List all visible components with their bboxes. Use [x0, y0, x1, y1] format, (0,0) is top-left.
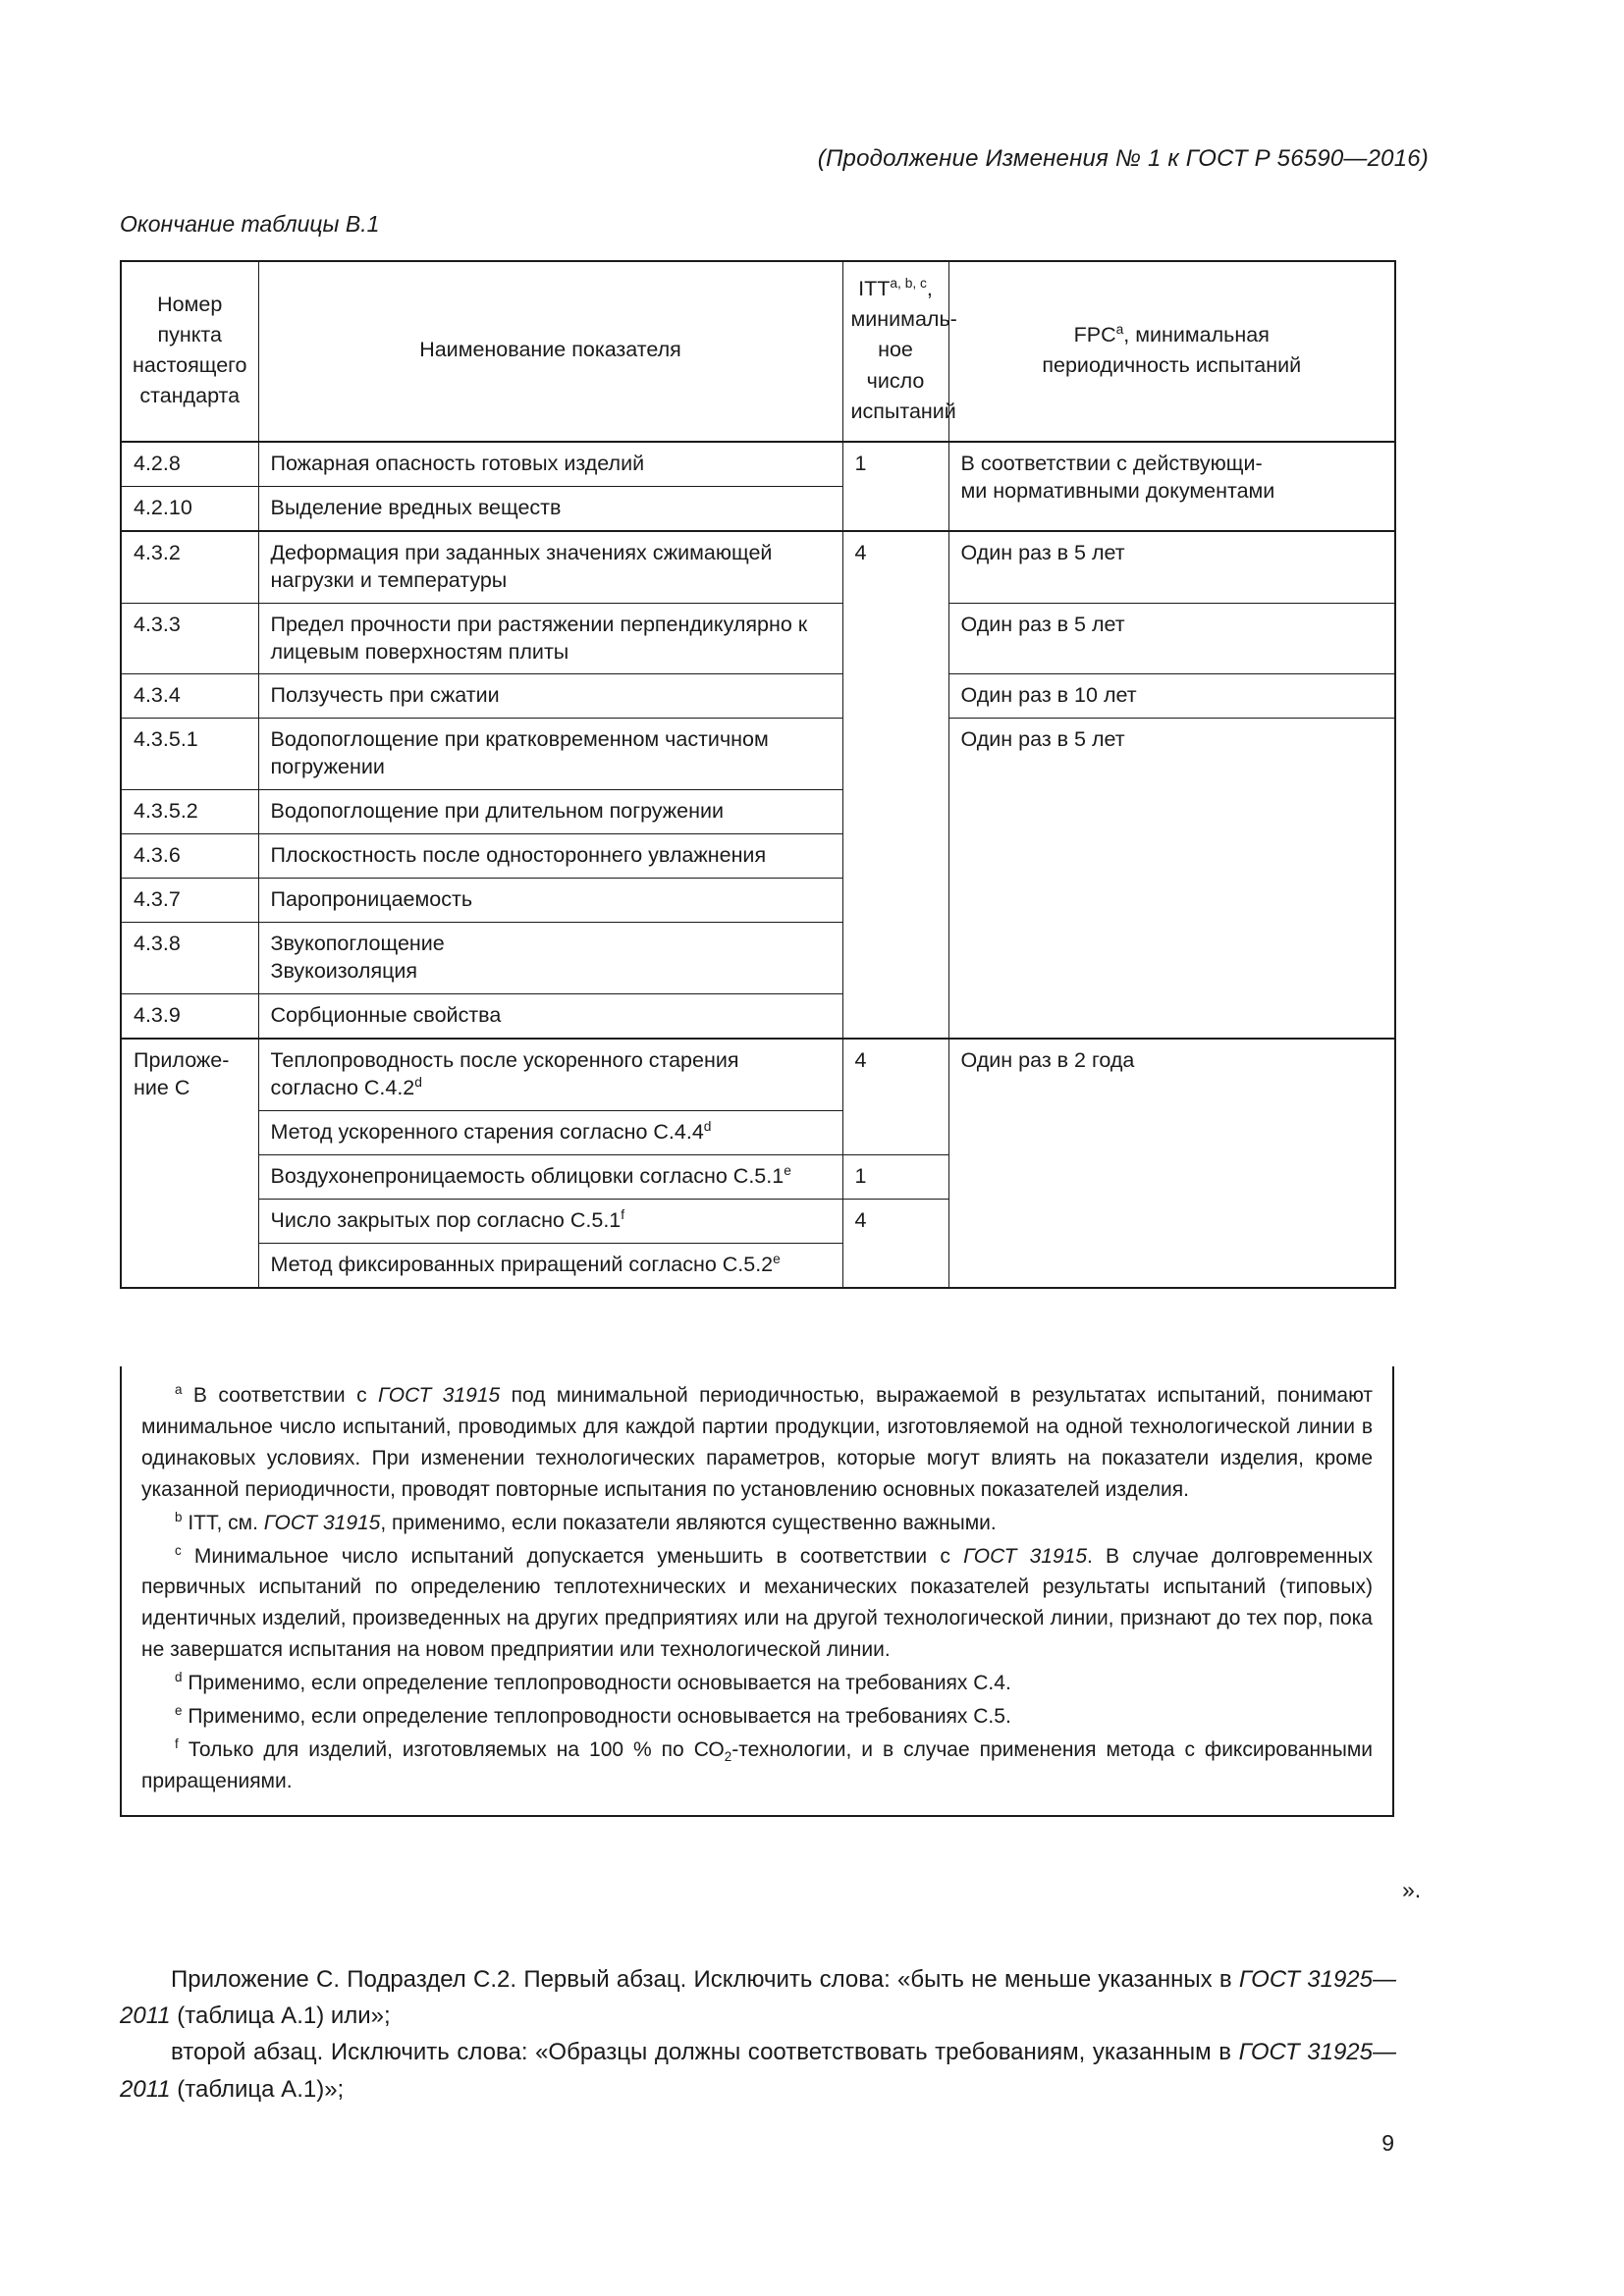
- cell-fpc-value: Один раз в 5 лет: [948, 719, 1395, 1039]
- indicator-text: Метод фиксированных приращений согласно С.5.2: [270, 1252, 774, 1276]
- cell-clause-number: 4.3.7: [121, 879, 258, 923]
- text-run: второй абзац. Исключить слова: «Образцы должны соответствовать требованиям, указанным в: [171, 2039, 1239, 2066]
- header-cell-indicator-name: Наименование показателя: [258, 261, 842, 442]
- cell-clause-number: 4.3.4: [121, 674, 258, 719]
- table-row: [121, 674, 1395, 719]
- page-number: 9: [1381, 2130, 1394, 2156]
- table-b1: [120, 260, 1396, 1289]
- header-fpc-superscript: a: [1115, 321, 1124, 337]
- fpc-line-1: В соответствии с действующи-: [960, 451, 1263, 475]
- cell-fpc-value: Один раз в 2 года: [948, 1039, 1395, 1288]
- cell-indicator-name: [258, 1039, 842, 1110]
- subscript-text: 2: [724, 1749, 732, 1765]
- cell-clause-number: 4.3.6: [121, 834, 258, 879]
- cell-indicator-name: [258, 923, 842, 994]
- indicator-footnote-ref: d: [414, 1074, 422, 1090]
- indicator-footnote-ref: d: [703, 1118, 712, 1134]
- header-itt-line3: ное число: [866, 338, 925, 393]
- cell-itt-value: 4: [842, 531, 948, 1039]
- text-run: (таблица А.1)»;: [170, 2075, 345, 2103]
- cell-clause-number: 4.3.9: [121, 993, 258, 1038]
- cell-indicator-name: Деформация при заданных значениях сжимающей нагрузки и температуры: [258, 531, 842, 603]
- trailing-paragraphs: [120, 1961, 1396, 2108]
- cell-indicator-name: Выделение вредных веществ: [258, 486, 842, 530]
- text-run: (таблица А.1) или»;: [170, 2002, 391, 2030]
- cell-clause-number: 4.3.2: [121, 531, 258, 603]
- cell-fpc-value: Один раз в 10 лет: [948, 674, 1395, 719]
- footnote-e: [141, 1701, 1373, 1733]
- cell-clause-number: 4.3.3: [121, 603, 258, 674]
- cell-indicator-name: Водопоглощение при кратковременном частичном погружении: [258, 719, 842, 790]
- text-run: под минимальной периодичностью, выражаемой в результатах испытаний, понимают минимальное число испытаний, проводимых для каждой партии продукции, изготовляемой на одной технологической линии в одинаковых условиях. При изменении технологических параметров, которые могут влиять на показатели изделия, кроме указанной периодичности, проводят повторные испытания по установлению основных показателей изделия.: [141, 1384, 1374, 1501]
- cell-fpc-value: Один раз в 5 лет: [948, 531, 1395, 603]
- table-header: [121, 261, 1395, 442]
- cell-clause-number: 4.2.10: [121, 486, 258, 530]
- cell-itt-value: 4: [842, 1199, 948, 1287]
- cell-indicator-name: Плоскостность после одностороннего увлажнения: [258, 834, 842, 879]
- text-run: Применимо, если определение теплопроводности основывается на требованиях С.5.: [188, 1705, 1011, 1729]
- cell-fpc-value: [948, 442, 1395, 531]
- header-line-1: Номер: [157, 292, 223, 316]
- table-header-row: [121, 261, 1395, 442]
- table-row: [121, 531, 1395, 603]
- table-row: [121, 1039, 1395, 1110]
- footnote-f: [141, 1735, 1373, 1797]
- closing-quote-mark: ».: [1402, 1877, 1422, 1902]
- fpc-line-2: ми нормативными документами: [960, 478, 1275, 503]
- cell-itt-value: 1: [842, 1154, 948, 1199]
- header-cell-itt: ITT$^{a, b, c}$, минималь- ное число испытаний: [842, 261, 948, 442]
- reference-standard: ГОСТ 31925—2011: [120, 1966, 1396, 2030]
- cell-indicator-name: Сорбционные свойства: [258, 993, 842, 1038]
- indicator-line-1: Звукопоглощение: [270, 932, 445, 956]
- text-run: Применимо, если определение теплопроводности основывается на требованиях С.4.: [188, 1672, 1011, 1695]
- indicator-text: Теплопроводность после ускоренного старения согласно С.4.2: [270, 1047, 739, 1099]
- cell-indicator-name: [258, 1154, 842, 1199]
- header-fpc-rest: , минимальная: [1123, 322, 1270, 347]
- cell-indicator-name: Пожарная опасность готовых изделий: [258, 442, 842, 486]
- cell-clause-number: 4.3.5.2: [121, 790, 258, 834]
- footnote-marker: e: [175, 1703, 183, 1719]
- tail-paragraph-2: [120, 2034, 1396, 2107]
- header-itt-base: ITT: [858, 277, 891, 300]
- footnote-marker: c: [175, 1542, 182, 1558]
- cell-indicator-name: Предел прочности при растяжении перпендикулярно к лицевым поверхностям плиты: [258, 603, 842, 674]
- text-run: . В случае долговременных первичных испытаний по определению теплотехнических и механических показателей результаты испытаний (типовых) идентичных изделий, произведенных на других предприятиях или на другой технологической линии, признают до тех пор, пока не завершатся испытания на новом предприятии или технологической линии.: [141, 1544, 1374, 1662]
- text-run: Только для изделий, изготовляемых на 100 % по СО: [188, 1737, 725, 1761]
- text-run: Минимальное число испытаний допускается уменьшить в соответствии с: [193, 1544, 964, 1568]
- tail-paragraph-1: [120, 1961, 1396, 2034]
- cell-clause-number: 4.3.8: [121, 923, 258, 994]
- header-itt-line2: минималь-: [850, 307, 957, 332]
- table-row: [121, 719, 1395, 790]
- footnote-a: [141, 1380, 1373, 1506]
- cell-indicator-name: [258, 1199, 842, 1243]
- indicator-text: Воздухонепроницаемость облицовки согласно С.5.1: [270, 1163, 785, 1188]
- cell-clause-number: 4.2.8: [121, 442, 258, 486]
- footnote-marker: b: [175, 1509, 183, 1524]
- indicator-line-2: Звукоизоляция: [270, 959, 418, 984]
- footnote-b: [141, 1508, 1373, 1539]
- footnote-marker: a: [175, 1382, 183, 1397]
- cell-itt-value: 4: [842, 1039, 948, 1154]
- reference-standard: ГОСТ 31915: [378, 1384, 501, 1407]
- header-itt-superscript: a, b, c: [890, 275, 927, 291]
- cell-indicator-name: Паропроницаемость: [258, 879, 842, 923]
- reference-standard: ГОСТ 31915: [263, 1511, 381, 1534]
- footnote-c: [141, 1541, 1373, 1667]
- cell-indicator-name: [258, 1243, 842, 1287]
- header-itt-line4: испытаний: [850, 399, 956, 423]
- indicator-footnote-ref: e: [784, 1162, 791, 1178]
- indicator-text: Число закрытых пор согласно С.5.1: [270, 1207, 622, 1232]
- cell-indicator-name: Ползучесть при сжатии: [258, 674, 842, 719]
- table-b1-container: [120, 260, 1394, 1289]
- text-run: В соответствии с: [192, 1384, 379, 1407]
- header-fpc-line2: периодичность испытаний: [1042, 352, 1302, 377]
- indicator-footnote-ref: e: [773, 1251, 781, 1266]
- reference-standard: ГОСТ 31915: [963, 1544, 1088, 1568]
- table-row: [121, 442, 1395, 486]
- indicator-footnote-ref: f: [621, 1206, 625, 1222]
- running-head: (Продолжение Изменения № 1 к ГОСТ Р 56590—2016): [817, 145, 1429, 172]
- header-line-2: пункта: [157, 322, 222, 347]
- text-run: Приложение С. Подраздел С.2. Первый абзац. Исключить слова: «быть не меньше указанных в: [171, 1966, 1239, 1993]
- annex-label-line-2: ние С: [134, 1075, 190, 1099]
- header-cell-fpc: [948, 261, 1395, 442]
- text-run: , применимо, если показатели являются существенно важными.: [380, 1511, 997, 1534]
- annex-label-line-1: Приложе-: [134, 1047, 230, 1072]
- table-footnotes: [120, 1366, 1394, 1817]
- reference-standard: ГОСТ 31925—2011: [120, 2039, 1397, 2103]
- cell-clause-number: [121, 1039, 258, 1288]
- cell-itt-value: 1: [842, 442, 948, 531]
- table-row: [121, 603, 1395, 674]
- text-run: -технологии, и в случае применения метода с фиксированными приращениями.: [141, 1737, 1373, 1792]
- footnote-d: [141, 1668, 1373, 1699]
- cell-indicator-name: [258, 1110, 842, 1154]
- indicator-text: Метод ускоренного старения согласно С.4.4: [270, 1119, 704, 1144]
- text-run: ITT, см.: [188, 1511, 264, 1534]
- footnote-marker: f: [175, 1735, 179, 1751]
- header-line-4: стандарта: [139, 384, 241, 408]
- header-cell-clause-number: [121, 261, 258, 442]
- header-line-3: настоящего: [132, 352, 247, 377]
- cell-fpc-value: Один раз в 5 лет: [948, 603, 1395, 674]
- footnote-marker: d: [175, 1670, 183, 1685]
- table-caption: Окончание таблицы В.1: [120, 211, 380, 237]
- table-body: [121, 442, 1395, 1288]
- cell-indicator-name: Водопоглощение при длительном погружении: [258, 790, 842, 834]
- header-fpc-base: FPC: [1073, 322, 1116, 347]
- cell-clause-number: 4.3.5.1: [121, 719, 258, 790]
